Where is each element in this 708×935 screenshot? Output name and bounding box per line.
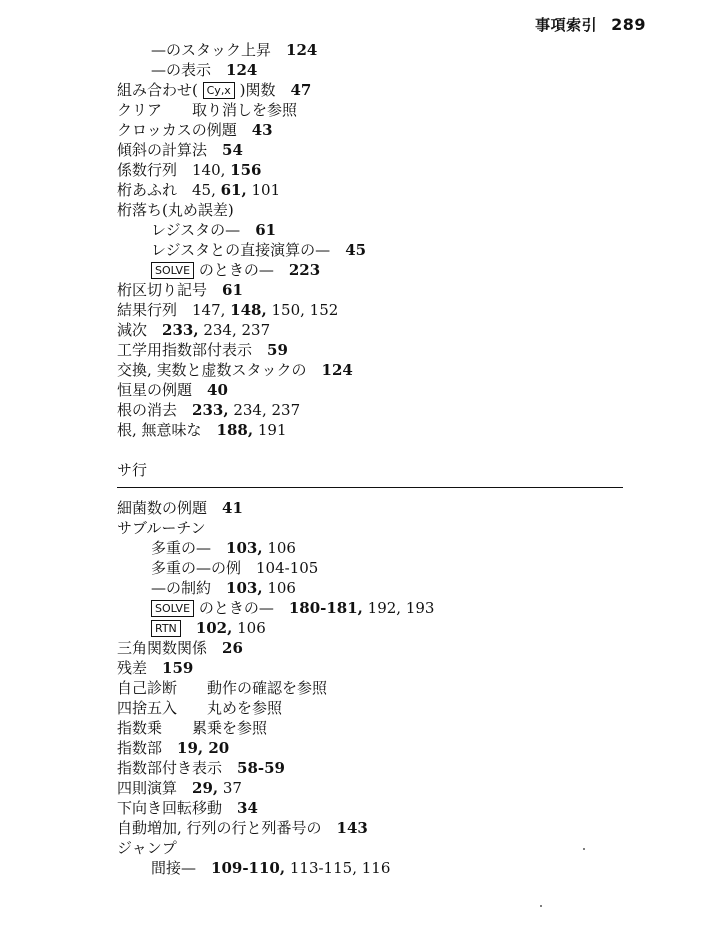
page-reference-primary: 34 bbox=[237, 799, 258, 817]
entry-text: 多重の—の例 104-105 bbox=[151, 559, 319, 577]
entry-text: レジスタとの直接演算の— bbox=[151, 241, 346, 259]
entry-text: 桁あふれ 45, bbox=[117, 181, 221, 199]
entry-text: 113-115, 116 bbox=[285, 859, 391, 877]
entry-text: 傾斜の計算法 bbox=[117, 141, 223, 159]
index-entry bbox=[117, 578, 647, 598]
page-reference-primary: 61, bbox=[220, 181, 247, 199]
entry-text: 根の消去 bbox=[117, 401, 193, 419]
entry-text: 106 bbox=[262, 539, 296, 557]
entry-text: 234, 237 bbox=[198, 321, 271, 339]
page-reference-primary: 102, bbox=[195, 619, 233, 637]
entry-text: )関数 bbox=[234, 81, 291, 99]
index-entry bbox=[117, 260, 647, 280]
index-list-sa-gyo bbox=[117, 498, 647, 878]
entry-text: 多重の— bbox=[151, 539, 227, 557]
index-entry bbox=[117, 80, 647, 100]
index-entry bbox=[117, 320, 647, 340]
page-reference-primary: 61 bbox=[222, 281, 243, 299]
entry-text: 37 bbox=[218, 779, 242, 797]
index-list-ka-gyo bbox=[117, 40, 647, 440]
index-entry bbox=[117, 240, 647, 260]
section-divider bbox=[117, 487, 623, 488]
index-entry bbox=[117, 280, 647, 300]
index-entry bbox=[117, 498, 647, 518]
page-reference-primary: 26 bbox=[222, 639, 243, 657]
index-entry bbox=[117, 200, 647, 220]
page-reference-primary: 61 bbox=[255, 221, 277, 239]
index-entry bbox=[117, 838, 647, 858]
index-entry bbox=[117, 40, 647, 60]
entry-text: 四捨五入 丸めを参照 bbox=[117, 699, 283, 717]
entry-text: 根, 無意味な bbox=[117, 421, 217, 439]
scan-speck bbox=[583, 848, 585, 850]
page-reference-primary: 58-59 bbox=[237, 759, 285, 777]
page-header bbox=[535, 14, 646, 35]
entry-text: 四則演算 bbox=[117, 779, 193, 797]
page-reference-primary: 41 bbox=[222, 499, 243, 517]
calculator-key-label: RTN bbox=[151, 620, 181, 637]
page-reference-primary: 156 bbox=[230, 161, 262, 179]
entry-text: 指数部 bbox=[117, 739, 178, 757]
index-entry bbox=[117, 598, 647, 618]
entry-text: 桁落ち(丸め誤差) bbox=[117, 201, 234, 219]
index-entry bbox=[117, 300, 647, 320]
index-entry bbox=[117, 100, 647, 120]
index-entry bbox=[117, 638, 647, 658]
entry-text: 234, 237 bbox=[228, 401, 301, 419]
index-entry bbox=[117, 420, 647, 440]
index-entry bbox=[117, 858, 647, 878]
index-entry bbox=[117, 778, 647, 798]
page-reference-primary: 143 bbox=[336, 819, 368, 837]
page-number: 289 bbox=[611, 15, 646, 34]
entry-text: 交換, 実数と虚数スタックの bbox=[117, 361, 322, 379]
index-entry bbox=[117, 180, 647, 200]
index-entry bbox=[117, 220, 647, 240]
entry-text: 106 bbox=[232, 619, 266, 637]
entry-text: —の制約 bbox=[151, 579, 227, 597]
page-reference-primary: 124 bbox=[226, 61, 258, 79]
calculator-key-label: Cy,x bbox=[203, 82, 235, 99]
calculator-key-label: SOLVE bbox=[151, 262, 194, 279]
page-reference-primary: 47 bbox=[290, 81, 312, 99]
page-reference-primary: 45 bbox=[345, 241, 367, 259]
page-reference-primary: 109-110, bbox=[211, 859, 286, 877]
index-entry bbox=[117, 618, 647, 638]
entry-text: 組み合わせ( bbox=[117, 81, 203, 99]
index-entry bbox=[117, 518, 647, 538]
entry-text: のときの— bbox=[194, 599, 289, 617]
entry-text: 恒星の例題 bbox=[117, 381, 208, 399]
entry-text: 101 bbox=[246, 181, 281, 199]
entry-text: 指数乗 累乗を参照 bbox=[117, 719, 268, 737]
entry-text: 192, 193 bbox=[362, 599, 435, 617]
entry-text: のときの— bbox=[194, 261, 289, 279]
index-entry bbox=[117, 120, 647, 140]
index-entry bbox=[117, 340, 647, 360]
page-reference-primary: 180-181, bbox=[288, 599, 363, 617]
entry-text: —のスタック上昇 bbox=[151, 41, 287, 59]
entry-text: 191 bbox=[253, 421, 287, 439]
entry-text: サブルーチン bbox=[117, 519, 206, 537]
entry-text: レジスタの— bbox=[151, 221, 256, 239]
entry-text: クリア 取り消しを参照 bbox=[117, 101, 298, 119]
section-heading: サ行 bbox=[117, 461, 148, 479]
index-entry bbox=[117, 678, 647, 698]
index-entry bbox=[117, 738, 647, 758]
page-reference-primary: 223 bbox=[288, 261, 321, 279]
page-reference-primary: 148, bbox=[230, 301, 267, 319]
index-entry bbox=[117, 698, 647, 718]
index-entry bbox=[117, 360, 647, 380]
entry-text: 桁区切り記号 bbox=[117, 281, 223, 299]
page-reference-primary: 103, bbox=[226, 579, 263, 597]
page-reference-primary: 159 bbox=[162, 659, 194, 677]
page-reference-primary: 124 bbox=[321, 361, 353, 379]
page-reference-primary: 59 bbox=[267, 341, 288, 359]
index-entry bbox=[117, 538, 647, 558]
index-entry bbox=[117, 400, 647, 420]
index-entry bbox=[117, 798, 647, 818]
entry-text: 細菌数の例題 bbox=[117, 499, 223, 517]
calculator-key-label: SOLVE bbox=[151, 600, 194, 617]
entry-text: 下向き回転移動 bbox=[117, 799, 238, 817]
page-reference-primary: 103, bbox=[226, 539, 263, 557]
entry-text: 自己診断 動作の確認を参照 bbox=[117, 679, 328, 697]
entry-text: 工学用指数部付表示 bbox=[117, 341, 268, 359]
page-reference-primary: 19, 20 bbox=[177, 739, 230, 757]
entry-text: 106 bbox=[262, 579, 296, 597]
entry-text: 150, 152 bbox=[266, 301, 339, 319]
index-entry bbox=[117, 718, 647, 738]
index-entry bbox=[117, 758, 647, 778]
entry-text bbox=[181, 619, 196, 637]
entry-text: 三角関数関係 bbox=[117, 639, 223, 657]
page-reference-primary: 40 bbox=[207, 381, 228, 399]
page-reference-primary: 233, bbox=[162, 321, 199, 339]
page-reference-primary: 188, bbox=[216, 421, 254, 439]
page-reference-primary: 54 bbox=[222, 141, 243, 159]
entry-text: クロッカスの例題 bbox=[117, 121, 252, 139]
index-entry bbox=[117, 140, 647, 160]
entry-text: 指数部付き表示 bbox=[117, 759, 238, 777]
entry-text: 間接— bbox=[151, 859, 212, 877]
entry-text: 減次 bbox=[117, 321, 163, 339]
index-entry bbox=[117, 160, 647, 180]
entry-text: 係数行列 140, bbox=[117, 161, 231, 179]
entry-text: —の表示 bbox=[151, 61, 227, 79]
index-entry bbox=[117, 380, 647, 400]
entry-text: ジャンプ bbox=[117, 839, 177, 857]
index-entry bbox=[117, 60, 647, 80]
page-reference-primary: 29, bbox=[192, 779, 219, 797]
page-reference-primary: 43 bbox=[251, 121, 273, 139]
entry-text: 残差 bbox=[117, 659, 163, 677]
entry-text: 自動増加, 行列の行と列番号の bbox=[117, 819, 337, 837]
page-reference-primary: 124 bbox=[286, 41, 318, 59]
entry-text: 結果行列 147, bbox=[117, 301, 231, 319]
header-title: 事項索引 bbox=[535, 16, 598, 34]
index-entry bbox=[117, 558, 647, 578]
page-reference-primary: 233, bbox=[192, 401, 229, 419]
index-entry bbox=[117, 658, 647, 678]
index-entry bbox=[117, 818, 647, 838]
scan-speck bbox=[540, 905, 542, 907]
